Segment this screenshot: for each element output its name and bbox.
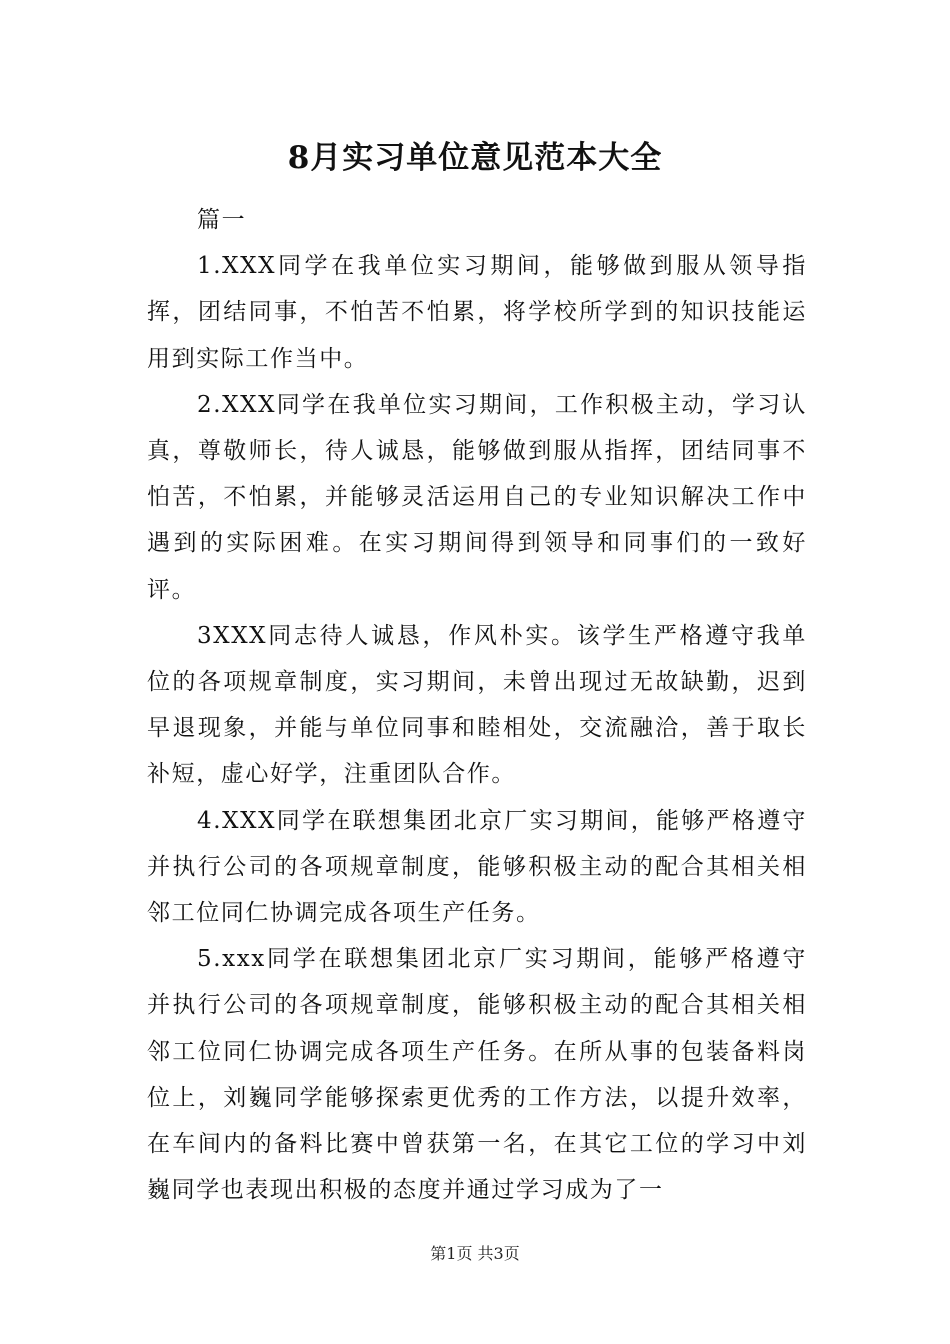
paragraph-5: 5.xxx同学在联想集团北京厂实习期间，能够严格遵守并执行公司的各项规章制度，能够积极主动的配合其相关相邻工位同仁协调完成各项生产任务。在所从事的包装备料岗位上，刘巍同学能够探索更优秀的工作方法，以提升效率，在车间内的备料比赛中曾获第一名，在其它工位的学习中刘巍同学也表现出积极的态度并通过学习成为了一 bbox=[147, 946, 807, 1204]
document-body bbox=[147, 197, 807, 1213]
paragraph-4: 4.XXX同学在联想集团北京厂实习期间，能够严格遵守并执行公司的各项规章制度，能够积极主动的配合其相关相邻工位同仁协调完成各项生产任务。 bbox=[147, 807, 807, 927]
paragraph-1: 1.XXX同学在我单位实习期间，能够做到服从领导指挥，团结同事，不怕苦不怕累，将学校所学到的知识技能运用到实际工作当中。 bbox=[147, 253, 807, 372]
document-title: 8月实习单位意见范本大全 bbox=[287, 140, 663, 176]
paragraph-3: 3XXX同志待人诚恳，作风朴实。该学生严格遵守我单位的各项规章制度，实习期间，未曾出现过无故缺勤，迟到早退现象，并能与单位同事和睦相处，交流融洽，善于取长补短，虚心好学，注重团队合作。 bbox=[147, 622, 807, 788]
page-footer: 第1页 共3页 bbox=[430, 1244, 520, 1263]
section-heading: 篇一 bbox=[197, 207, 247, 233]
paragraph-2: 2.XXX同学在我单位实习期间，工作积极主动，学习认真，尊敬师长，待人诚恳，能够做到服从指挥，团结同事不怕苦，不怕累，并能够灵活运用自己的专业知识解决工作中遇到的实际困难。在实习期间得到领导和同事们的一致好评。 bbox=[147, 391, 807, 603]
